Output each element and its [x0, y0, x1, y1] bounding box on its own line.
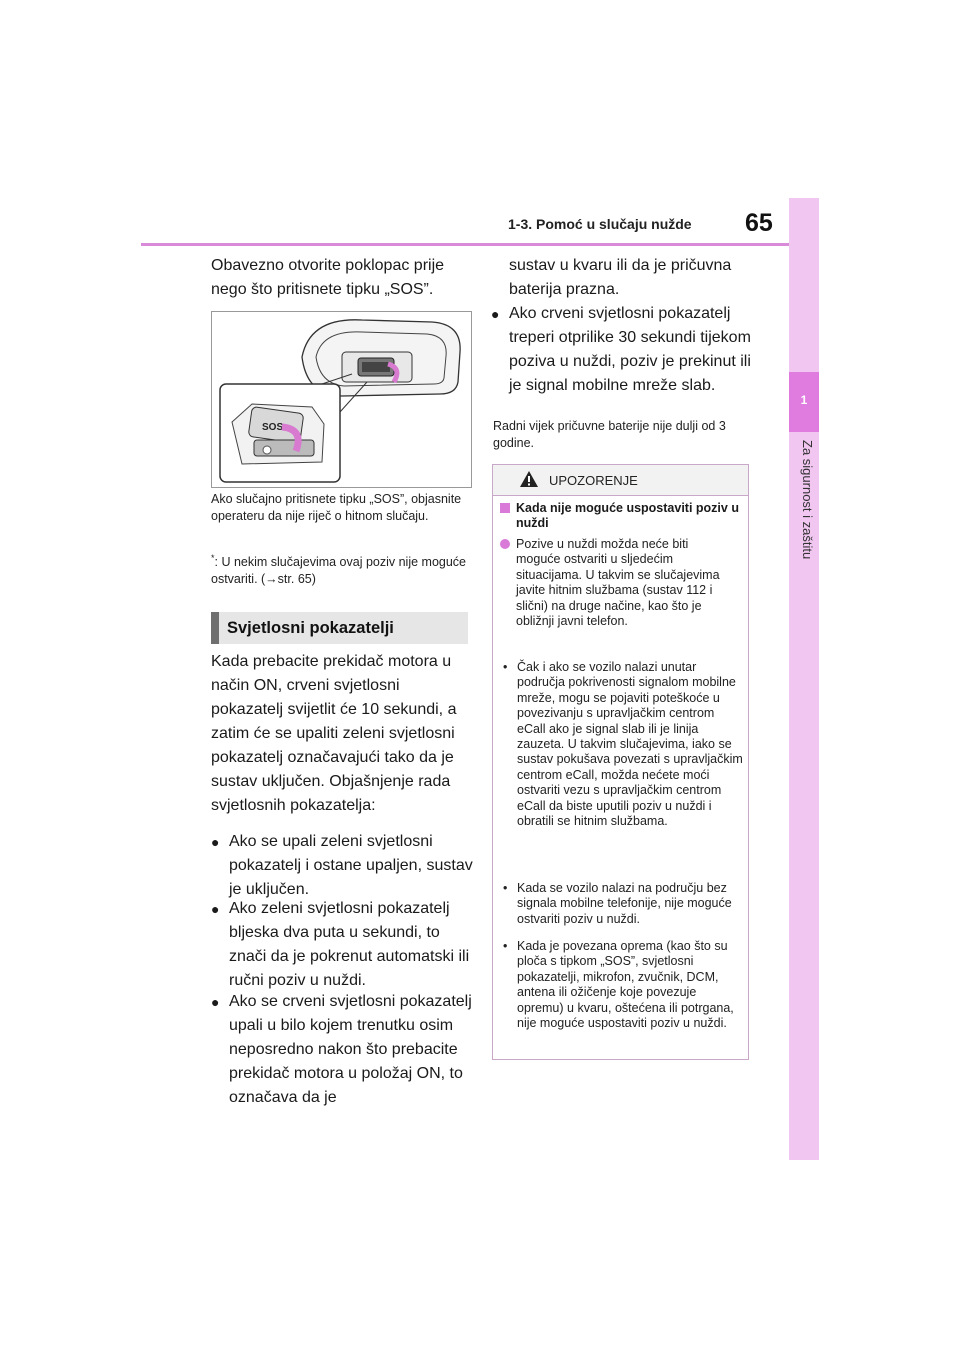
bullet-item — [211, 830, 479, 902]
sos-label: SOS — [262, 422, 284, 433]
footnote-mark: * — [211, 553, 215, 563]
warning-list-item — [503, 881, 743, 927]
warning-triangle-icon — [519, 470, 539, 488]
warning-list-item — [503, 660, 743, 829]
section-title: 1-3. Pomoć u slučaju nužde — [508, 216, 692, 232]
warning-heading-text: Kada nije moguće uspostaviti poziv u nuždi — [516, 501, 739, 530]
warning-title: UPOZORENJE — [549, 473, 638, 488]
sos-button-figure — [211, 311, 472, 488]
lights-paragraph: Kada prebacite prekidač motora u način ON, crveni svjetlosni pokazatelj svijetlit će 10 sekundi, a zatim će se upaliti zeleni svjetlosni pokazatelj označavajući tako da je sustav uključen. Objašnjenje rada svjetlosnih pokazatelja: — [211, 653, 457, 814]
page-number: 65 — [745, 209, 773, 237]
circle-bullet-icon — [500, 539, 510, 549]
header-rule — [141, 243, 789, 246]
bullet-text: Ako se upali zeleni svjetlosni pokazatelj i ostane upaljen, sustav je uključen. — [229, 833, 473, 898]
warning-heading — [500, 501, 740, 531]
bullet-dot-icon: ● — [211, 994, 220, 1010]
side-tab-label: Za sigurnost i zaštitu — [800, 440, 815, 560]
bullet-dot-icon: ● — [211, 834, 220, 850]
battery-note: Radni vijek pričuvne baterije nije dulji od 3 godine. — [493, 419, 726, 450]
side-tab-number: 1 — [800, 393, 808, 407]
warning-circle-item — [500, 537, 736, 629]
warning-box — [492, 464, 749, 1060]
bullet-text: Ako crveni svjetlosni pokazatelj treperi otprilike 30 sekundi tijekom poziva u nuždi, poziv je prekinut ili je signal mobilne mreže slab. — [509, 305, 751, 394]
continuation-text: sustav u kvaru ili da je pričuvna baterija prazna. — [509, 257, 732, 298]
section-heading: Svjetlosni pokazatelji — [211, 612, 468, 644]
bullet-item — [211, 990, 479, 1110]
bullet-dot-icon: ● — [211, 901, 220, 917]
intro-text: Obavezno otvorite poklopac prije nego što pritisnete tipku „SOS”. — [211, 257, 445, 298]
bullet-dot-icon: ● — [491, 306, 500, 322]
warning-item-text: Kada se vozilo nalazi na području bez signala mobilne telefonije, nije moguće ostvariti poziv u nuždi. — [517, 881, 732, 926]
side-tab-strip — [789, 198, 819, 1160]
warning-item-text: Kada je povezana oprema (kao što su ploča s tipkom „SOS”, svjetlosni pokazatelji, mikrofon, zvučnik, DCM, antena ili ožičenje koje povezuje opremu) u kvaru, oštećena ili potrgana, nije moguće uspostaviti poziv u nuždi. — [517, 939, 734, 1031]
footnote-text: : U nekim slučajevima ovaj poziv nije moguće ostvariti. (→str. 65) — [211, 555, 467, 587]
warning-list-item — [503, 939, 743, 1031]
warning-circle-text: Pozive u nuždi možda neće biti moguće ostvariti u sljedećim situacijama. U takvim se slučajevima javite hitnim službama (sustav 112 i slični) na druge načine, kao što je obližnji javni telefon. — [516, 537, 720, 629]
small-bullet-icon: • — [503, 939, 508, 953]
accidental-press-note: Ako slučajno pritisnete tipku „SOS”, objasnite operateru da nije riječ o hitnom slučaju. — [211, 492, 462, 523]
sos-illustration — [212, 312, 471, 487]
bullet-text: Ako se crveni svjetlosni pokazatelj upali u bilo kojem trenutku osim neposredno nakon što prebacite prekidač motora u položaj ON, to označava da je — [229, 993, 472, 1106]
small-bullet-icon: • — [503, 660, 508, 674]
warning-header — [493, 465, 748, 496]
warning-item-text: Čak i ako se vozilo nalazi unutar područja pokrivenosti signalom mobilne mreže, mogu se pojaviti poteškoće u povezivanju s upravljačkim centrom eCall ako je signal slab ili je linija zauzeta. U takvim slučajevima, iako se sustav pokušava povezati s upravljačkim centrom eCall, možda nećete moći ostvariti vezu s upravljačkim centrom eCall da biste uputili poziv u nuždi i obratili se hitnim službama. — [517, 660, 743, 829]
square-bullet-icon — [500, 503, 510, 513]
footnote — [211, 550, 471, 588]
small-bullet-icon: • — [503, 881, 508, 895]
bullet-text: Ako zeleni svjetlosni pokazatelj bljeska dva puta u sekundi, to znači da je pokrenut automatski ili ručni poziv u nuždi. — [229, 900, 470, 989]
bullet-item — [491, 302, 759, 398]
bullet-item — [211, 897, 479, 993]
